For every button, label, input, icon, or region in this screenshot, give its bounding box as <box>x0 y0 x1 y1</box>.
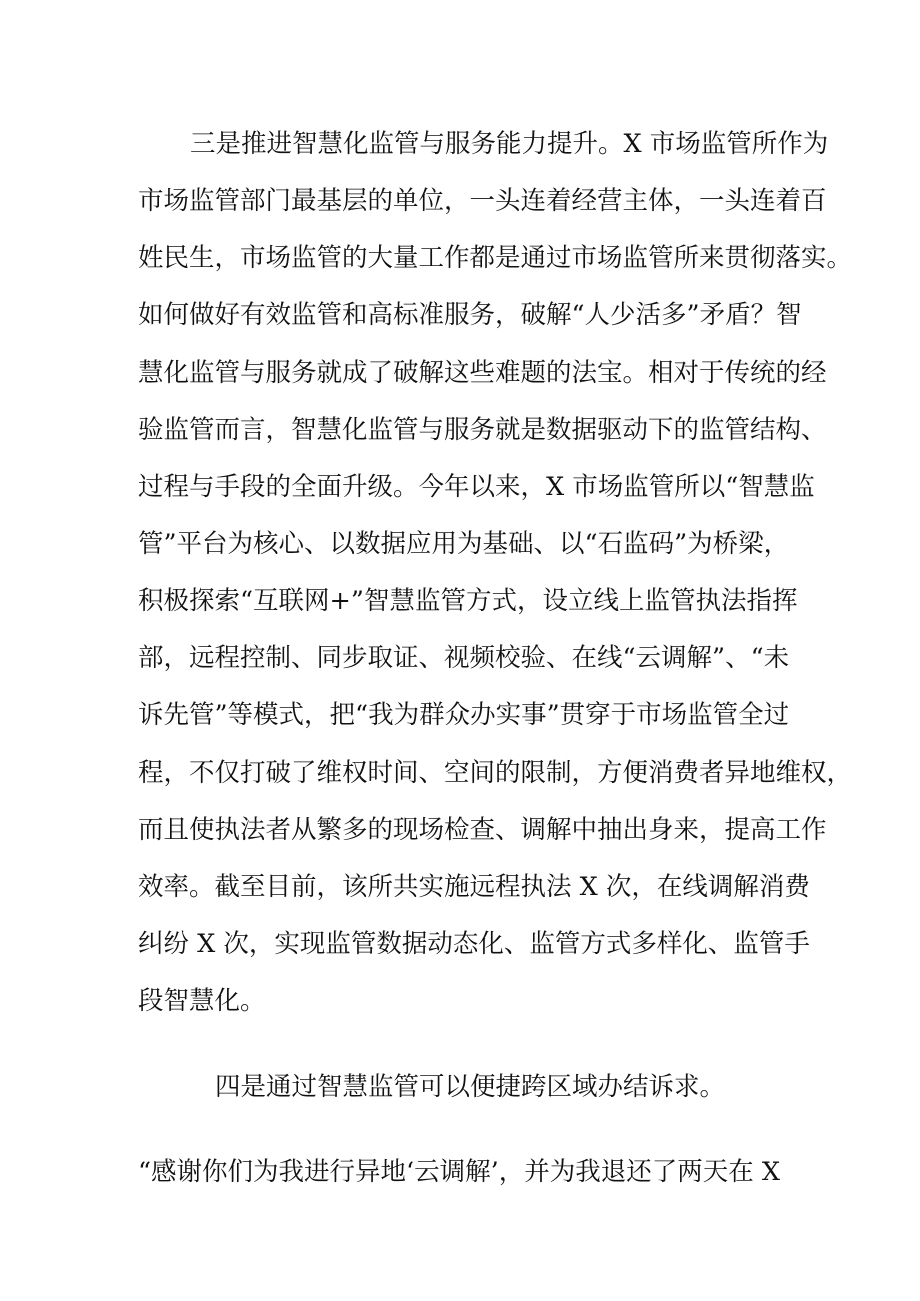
paragraph-1-line: 段智慧化。 <box>138 986 266 1016</box>
paragraph-1-line: 部，远程控制、同步取证、视频校验、在线“云调解”、“未 <box>138 643 790 673</box>
paragraph-1-line: 积极探索“互联网+”智慧监管方式，设立线上监管执法指挥 <box>138 586 798 616</box>
paragraph-1-line: 效率。截至目前，该所共实施远程执法 X 次，在线调解消费 <box>138 872 810 902</box>
paragraph-1-line: 过程与手段的全面升级。今年以来，X 市场监管所以“智慧监 <box>138 472 815 502</box>
paragraph-1-line: 验监管而言，智慧化监管与服务就是数据驱动下的监管结构、 <box>138 415 827 445</box>
paragraph-1-line: 如何做好有效监管和高标准服务，破解“人少活多”矛盾？智 <box>138 300 802 330</box>
paragraph-1-line: 而且使执法者从繁多的现场检查、调解中抽出身来，提高工作 <box>138 815 827 845</box>
paragraph-3-line: “感谢你们为我进行异地‘云调解’，并为我退还了两天在 X <box>138 1157 781 1187</box>
paragraph-2-heading: 四是通过智慧监管可以便捷跨区域办结诉求。 <box>215 1072 726 1102</box>
paragraph-1-line: 市场监管部门最基层的单位，一头连着经营主体，一头连着百 <box>138 186 827 216</box>
paragraph-1-line: 慧化监管与服务就成了破解这些难题的法宝。相对于传统的经 <box>138 358 827 388</box>
paragraph-1-line: 诉先管”等模式，把“我为群众办实事”贯穿于市场监管全过 <box>138 700 790 730</box>
paragraph-1-line: 姓民生，市场监管的大量工作都是通过市场监管所来贯彻落实。 <box>138 243 853 273</box>
paragraph-1-line: 纠纷 X 次，实现监管数据动态化、监管方式多样化、监管手 <box>138 929 810 959</box>
paragraph-1-line: 管”平台为核心、以数据应用为基础、以“石监码”为桥梁， <box>138 529 790 559</box>
paragraph-1-line: 三是推进智慧化监管与服务能力提升。X 市场监管所作为 <box>190 129 829 159</box>
paragraph-1-line: 程，不仅打破了维权时间、空间的限制，方便消费者异地维权， <box>138 758 853 788</box>
